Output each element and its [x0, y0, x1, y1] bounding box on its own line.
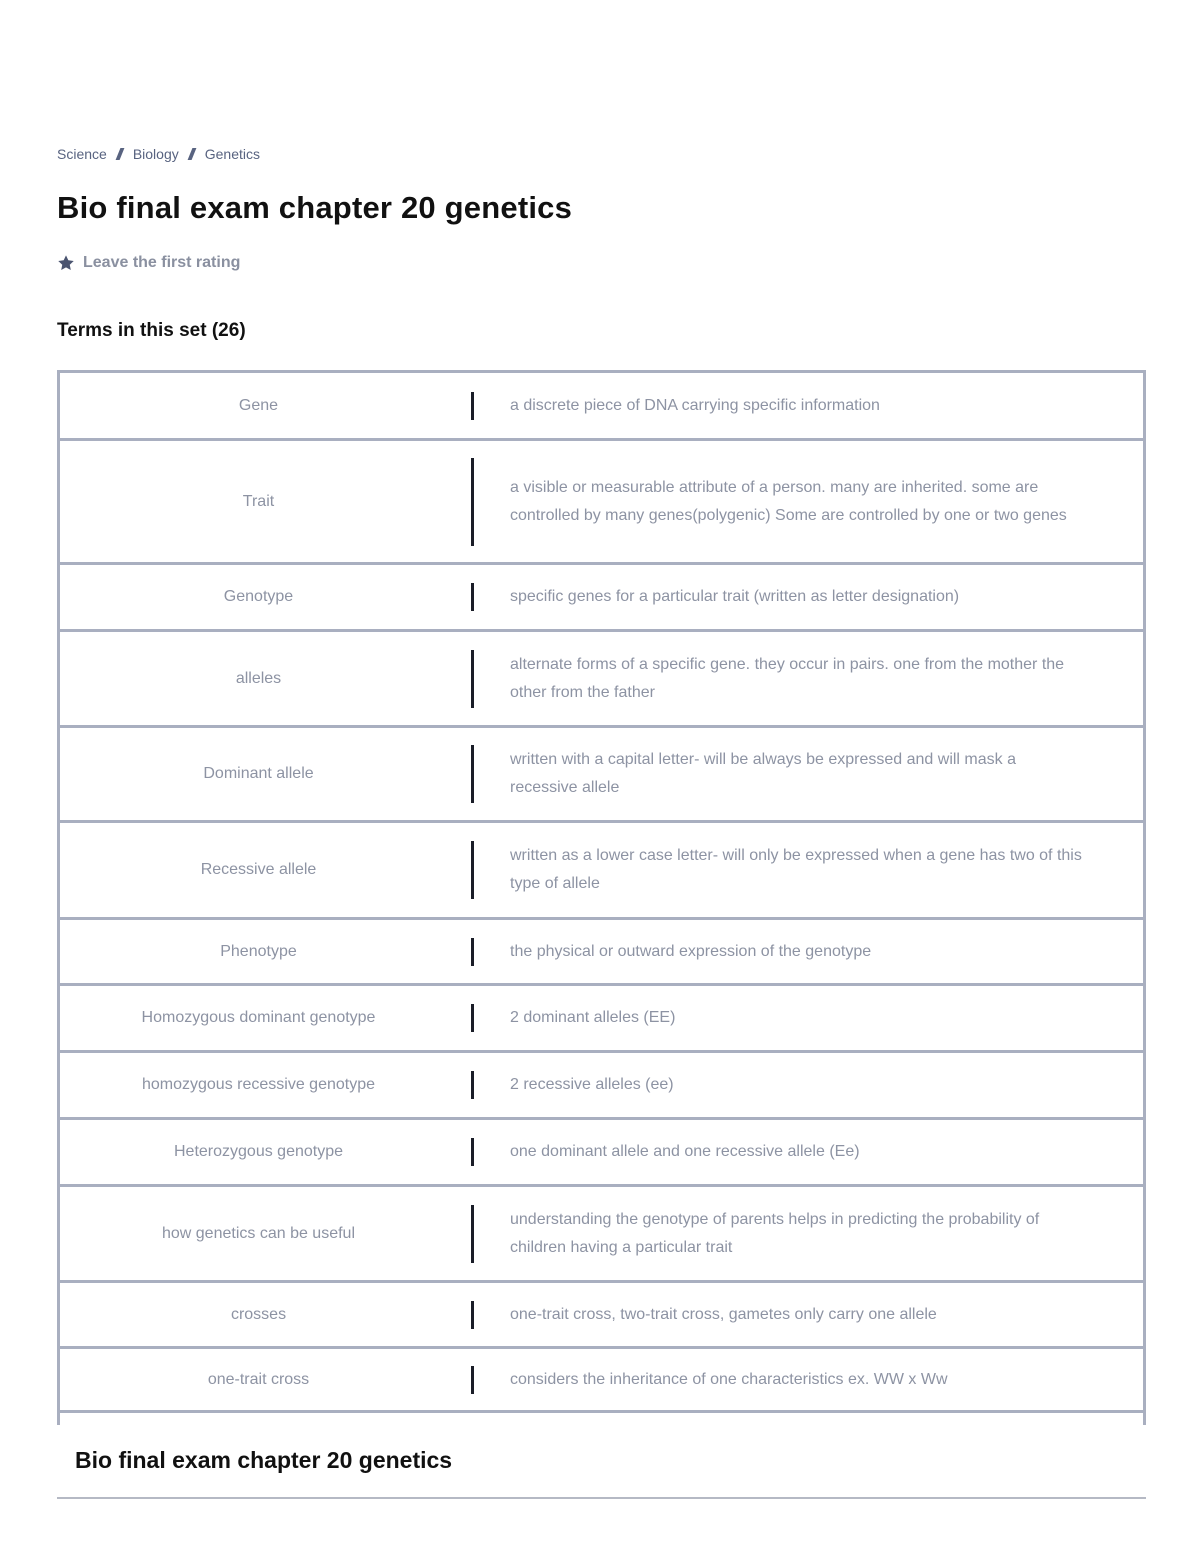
term-definition: the physical or outward expression of the genotype: [510, 942, 872, 960]
footer-divider: [57, 1497, 1146, 1499]
term-definition: 2 recessive alleles (ee): [510, 1076, 674, 1093]
term-word: Heterozygous genotype: [174, 1143, 343, 1160]
term-definition: one-trait cross, two-trait cross, gametes only carry one allele: [510, 1305, 937, 1323]
term-row: [60, 983, 1143, 1050]
footer-title: Bio final exam chapter 20 genetics: [75, 1447, 453, 1473]
terms-table: [57, 370, 1146, 1425]
term-row: [60, 629, 1143, 725]
rating-label: Leave the first rating: [83, 254, 241, 271]
term-word: Trait: [242, 492, 275, 510]
term-row: [60, 1117, 1143, 1184]
term-row: [60, 1280, 1143, 1346]
term-word: Dominant allele: [203, 765, 314, 782]
term-row: [60, 370, 1143, 438]
term-definition: a discrete piece of DNA carrying specific information: [510, 396, 880, 414]
term-row: [60, 1346, 1143, 1413]
term-word: Gene: [238, 396, 279, 414]
rating-button[interactable]: [57, 254, 240, 272]
term-word: Genotype: [223, 588, 294, 605]
breadcrumb-separator: [187, 148, 196, 160]
term-word: homozygous recessive genotype: [141, 1076, 376, 1093]
breadcrumb: [57, 146, 260, 162]
term-word: how genetics can be useful: [161, 1224, 355, 1242]
term-definition: written with a capital letter- will be always be expressed and will mask a recessive allele: [510, 751, 1016, 796]
term-word: Homozygous dominant genotype: [141, 1009, 376, 1026]
term-definition: understanding the genotype of parents helps in predicting the probability of children having a particular trait: [510, 1210, 1040, 1256]
term-row: [60, 917, 1143, 983]
breadcrumb-biology[interactable]: Biology: [132, 146, 179, 162]
breadcrumb-genetics[interactable]: Genetics: [204, 146, 260, 162]
term-row: [60, 562, 1143, 629]
term-word: one-trait cross: [207, 1370, 310, 1388]
term-word: alleles: [235, 669, 282, 687]
term-row: [60, 725, 1143, 820]
term-word: Recessive allele: [200, 861, 317, 878]
term-definition: one dominant allele and one recessive allele (Ee): [510, 1143, 860, 1160]
term-definition: written as a lower case letter- will only be expressed when a gene has two of this type of allele: [510, 847, 1082, 892]
term-definition: a visible or measurable attribute of a person. many are inherited. some are controlled by many genes(polygenic) Some are controlled by one or two genes: [510, 478, 1067, 524]
term-row: [60, 1184, 1143, 1280]
term-definition: specific genes for a particular trait (written as letter designation): [510, 588, 960, 605]
term-definition: alternate forms of a specific gene. they occur in pairs. one from the mother the other from the father: [510, 655, 1065, 701]
term-row: [60, 1050, 1143, 1117]
terms-heading: Terms in this set (26): [57, 320, 246, 341]
term-word: Phenotype: [220, 942, 297, 960]
term-word: crosses: [230, 1305, 287, 1323]
term-row: [60, 820, 1143, 917]
star-icon: [57, 254, 75, 272]
term-definition: considers the inheritance of one characteristics ex. WW x Ww: [510, 1370, 948, 1388]
breadcrumb-separator: [115, 148, 124, 160]
term-row: [60, 438, 1143, 562]
term-definition: 2 dominant alleles (EE): [510, 1009, 676, 1026]
page-title: Bio final exam chapter 20 genetics: [57, 190, 573, 225]
breadcrumb-science[interactable]: Science: [57, 146, 107, 162]
